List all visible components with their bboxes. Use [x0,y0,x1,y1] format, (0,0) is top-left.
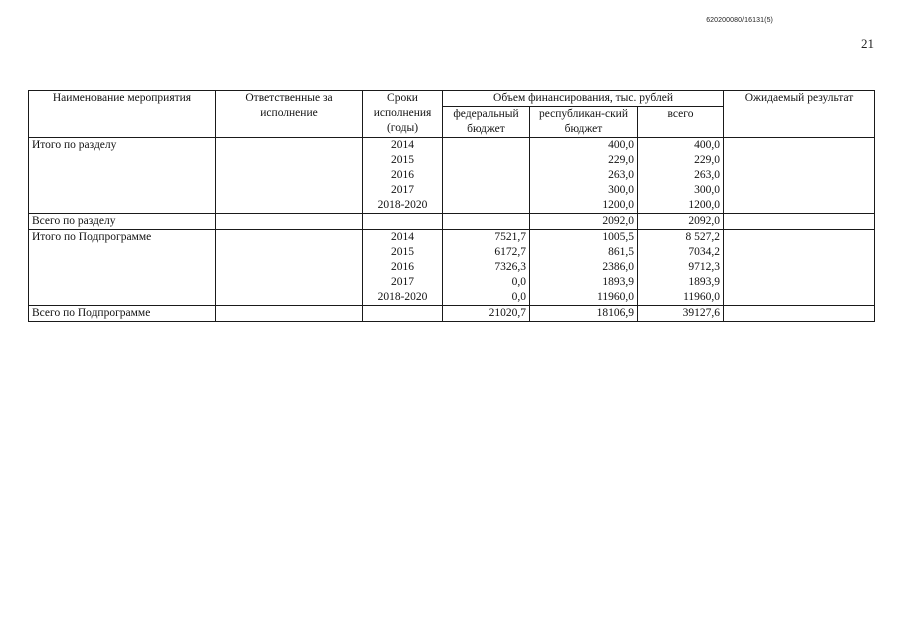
cell-republic: 861,5 [608,246,634,258]
cell-year: 2018-2020 [377,199,428,211]
table-row [29,306,875,322]
header-name: Наименование мероприятия [29,91,216,138]
row-result [724,138,875,214]
cell-federal: 6172,7 [494,246,526,258]
row-republic [530,230,638,306]
cell-republic: 229,0 [608,154,634,166]
cell-republic: 1893,9 [602,276,634,288]
row-result [724,214,875,230]
cell-republic: 1200,0 [602,199,634,211]
row-federal: 21020,7 [443,306,530,322]
cell-federal: 7521,7 [494,231,526,243]
row-republic [530,138,638,214]
cell-total: 1893,9 [688,276,721,288]
row-republic: 2092,0 [530,214,638,230]
row-federal [443,230,530,306]
document-id: 620200080/16131(5) [706,17,773,24]
cell-total: 7034,2 [688,246,721,258]
cell-federal: 0,0 [511,291,526,303]
cell-year: 2018-2020 [377,291,428,303]
row-responsible [216,138,363,214]
row-responsible [216,306,363,322]
header-responsible: Ответственные за исполнение [216,91,363,138]
header-result: Ожидаемый результат [724,91,875,138]
row-years [363,306,443,322]
cell-republic: 1005,5 [602,231,634,243]
cell-year: 2017 [391,184,414,196]
header-terms: Сроки исполнения (годы) [363,91,443,138]
cell-federal [446,153,526,168]
row-total [638,230,724,306]
cell-republic: 300,0 [608,184,634,196]
cell-year: 2017 [391,276,414,288]
row-republic: 18106,9 [530,306,638,322]
cell-year: 2015 [391,154,414,166]
cell-republic: 11960,0 [597,291,634,303]
financing-table [28,90,875,322]
cell-federal: 7326,3 [494,261,526,273]
row-name: Итого по разделу [29,138,216,214]
cell-total: 263,0 [694,169,721,181]
page-number: 21 [861,36,874,51]
cell-year: 2014 [391,139,414,151]
cell-federal [446,198,526,213]
row-name: Всего по разделу [29,214,216,230]
cell-total: 11960,0 [683,291,721,303]
cell-republic: 400,0 [608,139,634,151]
cell-total: 300,0 [694,184,721,196]
row-total [638,138,724,214]
cell-federal [446,138,526,153]
row-responsible [216,230,363,306]
row-years [363,138,443,214]
row-total: 39127,6 [638,306,724,322]
cell-year: 2016 [391,169,414,181]
cell-total: 9712,3 [688,261,721,273]
row-name: Итого по Подпрограмме [29,230,216,306]
table-row [29,138,875,214]
row-years [363,214,443,230]
cell-year: 2014 [391,231,414,243]
cell-total: 1200,0 [688,199,721,211]
cell-year: 2016 [391,261,414,273]
cell-year: 2015 [391,246,414,258]
cell-federal: 0,0 [511,276,526,288]
header-funding: Объем финансирования, тыс. рублей [443,91,724,107]
header-total: всего [638,107,724,138]
table-row [29,230,875,306]
cell-republic: 263,0 [608,169,634,181]
row-result [724,306,875,322]
header-republic: республикан-ский бюджет [530,107,638,138]
row-years [363,230,443,306]
cell-federal [446,183,526,198]
row-federal [443,214,530,230]
table-row [29,214,875,230]
cell-total: 400,0 [694,139,721,151]
row-responsible [216,214,363,230]
row-name: Всего по Подпрограмме [29,306,216,322]
row-total: 2092,0 [638,214,724,230]
row-federal [443,138,530,214]
cell-total: 229,0 [694,154,721,166]
row-result [724,230,875,306]
cell-republic: 2386,0 [602,261,634,273]
header-row [29,91,875,107]
cell-federal [446,168,526,183]
header-federal: федеральный бюджет [443,107,530,138]
cell-total: 8 527,2 [685,231,721,243]
